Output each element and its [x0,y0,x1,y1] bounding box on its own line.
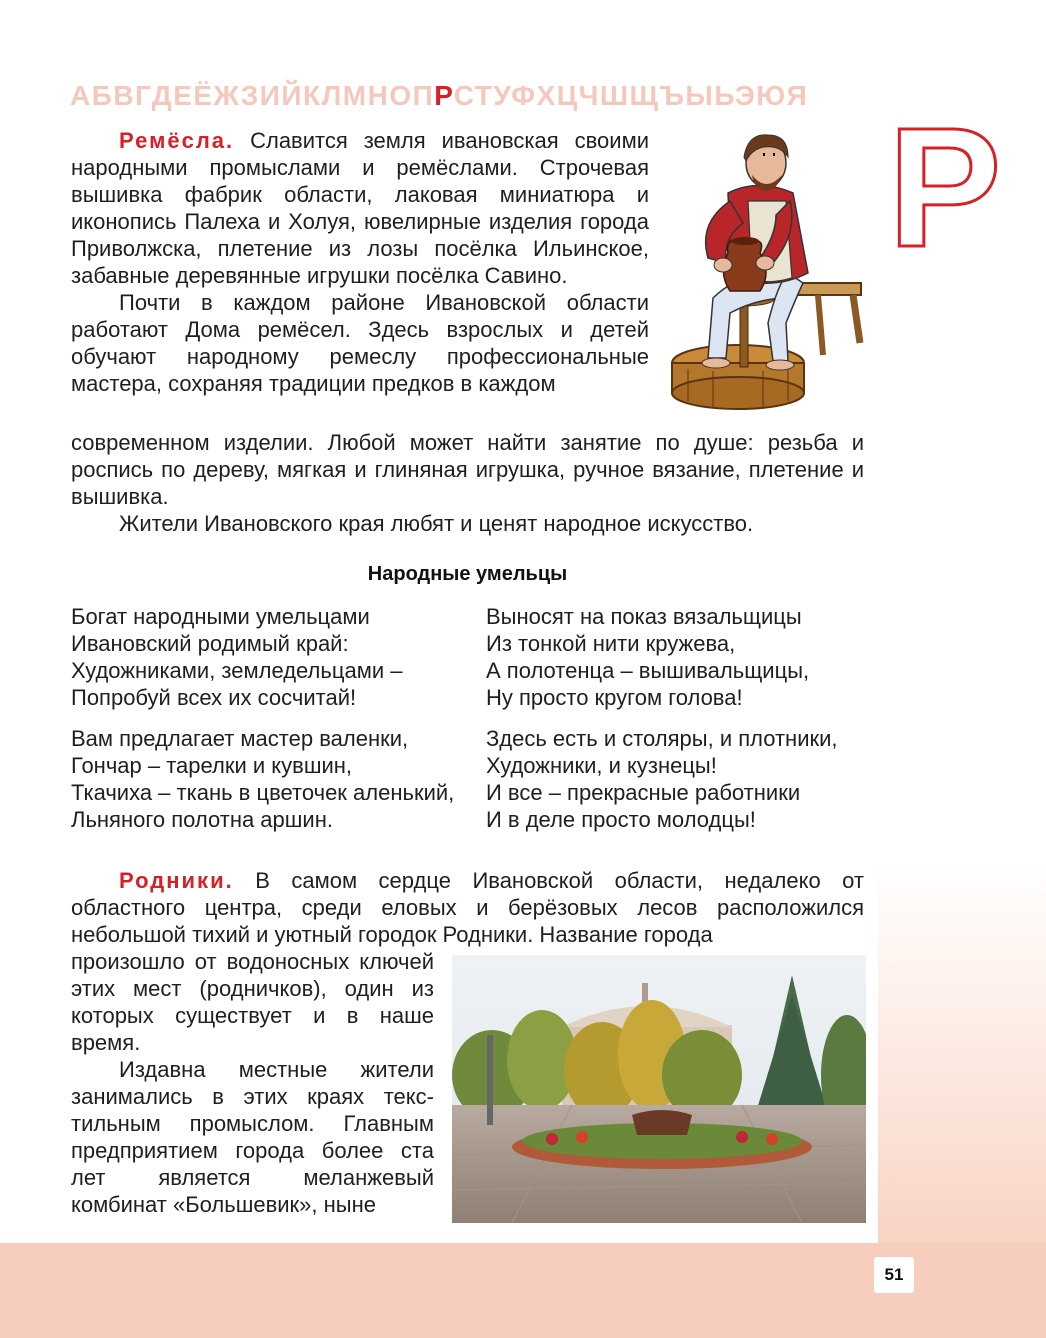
poem-line: И все – прекрасные работники [486,780,801,805]
poem-line: Ивановский родимый край: [71,631,349,656]
alphabet-before: АБВГДЕЁЖЗИЙКЛМНОП [70,80,435,111]
poem-line: А полотенца – вышивальщицы, [486,658,810,683]
rodniki-paragraph-2: Издавна местные жители занимались в этих краях текстильным промыслом. Главным предприятием города более ста лет является меланжевый комбинат «Большевик», ныне [71,1057,434,1217]
poem-line: Художниками, земледельцами – [71,658,403,683]
poem-line: И в деле просто молодцы! [486,807,756,832]
rodniki-paragraph-1: В самом сердце Ивановской области, недалеко от областного центра, среди еловых и берёзовых лесов расположился небольшой тихий и уютный городок Родники. Название города [71,868,864,947]
rodniki-section-top [71,867,864,948]
poem-line: Ткачиха – ткань в цветочек аленький, [71,780,455,805]
crafts-paragraph-2b: современном изделии. Любой может найти занятие по душе: резьба и роспись по дереву, мягкая и глиняная игрушка, ручное вязание, плетение и вышивка. [71,430,864,509]
poem-title: Народные умельцы [367,563,568,585]
crafts-paragraph-3: Жители Ивановского края любят и ценят народное искусство. [119,511,754,536]
crafts-section-bottom [71,429,864,537]
poem-stanza [71,725,454,833]
alphabet-after: СТУФХЦЧШЩЪЫЬЭЮЯ [453,80,809,111]
rodniki-paragraph-1-cont: произошло от водоносных ключей этих мест (родничков), один из которых существует и в наше время. [71,949,434,1055]
rodniki-heading: Родники. [119,868,234,893]
poem-line: Художники, и кузнецы! [486,753,717,778]
poem-stanza [486,725,838,833]
poem-right-column [486,603,838,847]
poem-line: Вам предлагает мастер валенки, [71,726,409,751]
page-corner-gradient [878,860,1046,1245]
poem-line: Ну просто кругом голова! [486,685,743,710]
alphabet-active-letter: Р [434,80,454,111]
crafts-paragraph-1: Славится земля ивановская своими народными промыслами и ремёслами. Строчевая вышивка фабрик области, лаковая миниатюра и иконопись Палеха и Холуя, ювелирные изделия города Приволжска, плетение из лозы посёлка Ильинское, забавные деревянные игрушки посёлка Савино. [71,128,649,288]
poem-stanza [486,603,838,711]
crafts-paragraph-2a: Почти в каждом районе Ивановской области работают Дома ремёсел. Здесь взрослых и детей обучают народному ремеслу профессиональные мастера, сохраняя традиции предков в каждом [71,290,649,396]
potter-illustration [668,123,868,415]
poem-line: Выносят на показ вязальщицы [486,604,802,629]
poem-stanza [71,603,454,711]
crafts-section-top [71,127,649,397]
poem-line: Льняного полотна аршин. [71,807,333,832]
page-number: 51 [874,1257,914,1293]
rodniki-section-bottom [71,948,434,1218]
poem-left-column [71,603,454,847]
poem-line: Из тонкой нити кружева, [486,631,736,656]
rodniki-town-photo [452,955,866,1223]
poem-line: Попробуй всех их сосчитай! [71,685,357,710]
poem-line: Здесь есть и столяры, и плотники, [486,726,838,751]
poem-line: Гончар – тарелки и кувшин, [71,753,353,778]
chapter-letter: Р [888,93,1002,283]
poem-line: Богат народными умельцами [71,604,370,629]
crafts-heading: Ремёсла. [119,128,235,153]
alphabet-strip [70,80,1010,112]
